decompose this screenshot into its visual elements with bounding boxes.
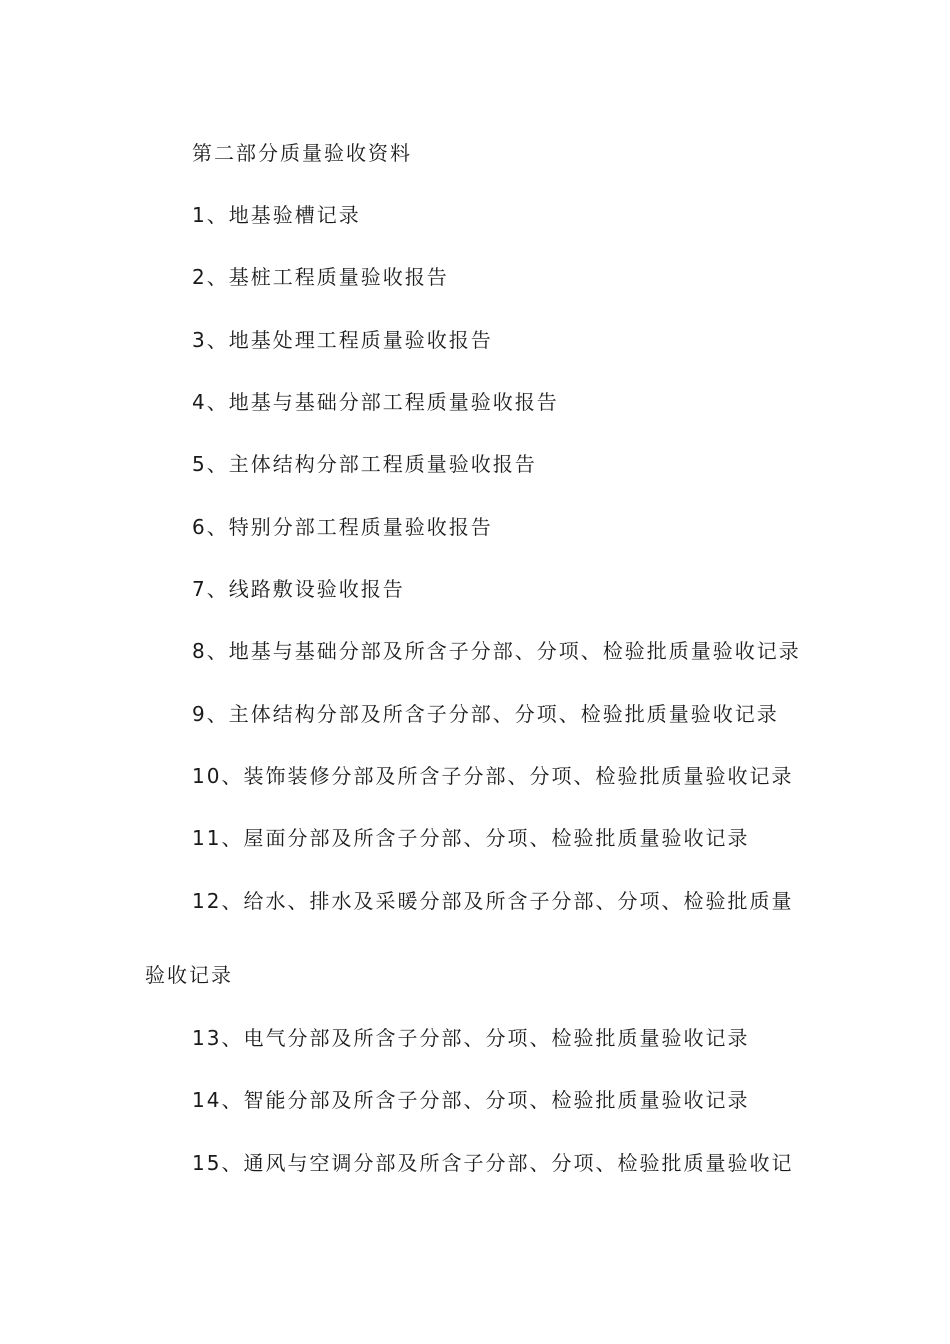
list-item: 13、电气分部及所含子分部、分项、检验批质量验收记录 [192,1026,750,1050]
list-item: 9、主体结构分部及所含子分部、分项、检验批质量验收记录 [192,702,779,726]
list-item: 10、装饰装修分部及所含子分部、分项、检验批质量验收记录 [192,764,794,788]
list-item: 6、特别分部工程质量验收报告 [192,515,493,539]
list-item: 3、地基处理工程质量验收报告 [192,328,493,352]
section-heading: 第二部分质量验收资料 [192,141,412,165]
list-item: 7、线路敷设验收报告 [192,577,405,601]
list-item-continuation: 验收记录 [145,963,233,987]
list-item: 14、智能分部及所含子分部、分项、检验批质量验收记录 [192,1088,750,1112]
list-item: 1、地基验槽记录 [192,203,361,227]
list-item: 4、地基与基础分部工程质量验收报告 [192,390,559,414]
list-item: 2、基桩工程质量验收报告 [192,265,449,289]
list-item: 11、屋面分部及所含子分部、分项、检验批质量验收记录 [192,826,750,850]
list-item: 12、给水、排水及采暖分部及所含子分部、分项、检验批质量 [192,889,794,913]
list-item: 15、通风与空调分部及所含子分部、分项、检验批质量验收记 [192,1151,794,1175]
list-item: 5、主体结构分部工程质量验收报告 [192,452,537,476]
list-item: 8、地基与基础分部及所含子分部、分项、检验批质量验收记录 [192,639,801,663]
